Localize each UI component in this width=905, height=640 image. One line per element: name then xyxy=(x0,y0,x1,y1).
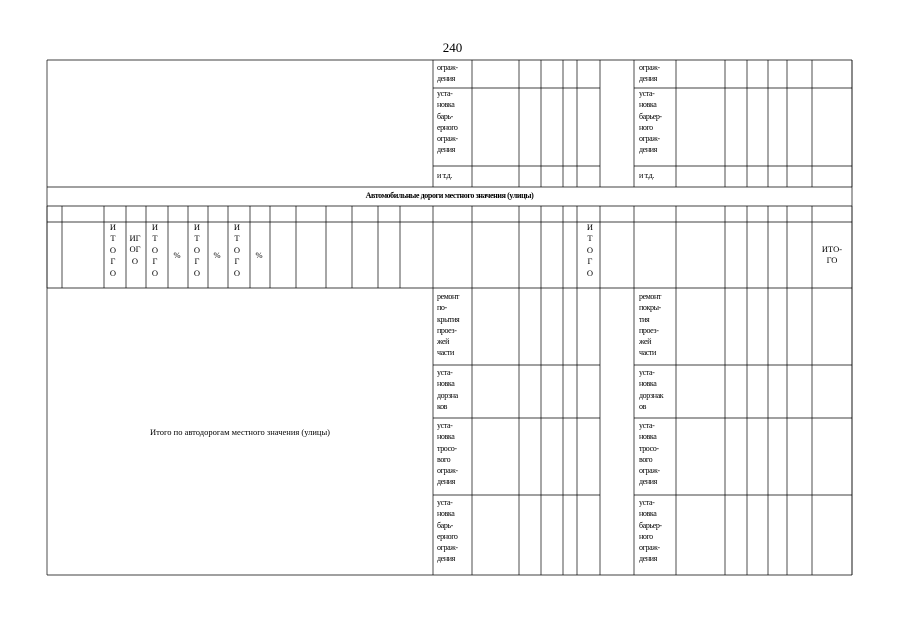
header-percent-1: % xyxy=(173,250,181,260)
totals-left-cell-1: ремонт по- крытия проез- жей части xyxy=(437,292,460,358)
header-itogo-2: ИГ ОГ О xyxy=(129,233,141,266)
section-title: Автомобильные дороги местного значения (улицы) xyxy=(365,191,534,200)
totals-left-cell-4: уста- новка барь- ерного ограж- дения xyxy=(437,498,458,564)
page-number: 240 xyxy=(442,40,463,55)
top-right-cell-1: ограж- дения xyxy=(639,63,660,84)
totals-label: Итого по автодорогам местного значения (улицы) xyxy=(150,427,330,437)
totals-right-cell-3: уста- новка тросо- вого ограж- дения xyxy=(639,421,660,487)
header-itogo-4: И Т О Г О xyxy=(193,222,201,278)
header-itogo-far-right: ИТО- ГО xyxy=(821,244,843,266)
top-left-cell-1: ограж- дения xyxy=(437,63,458,84)
totals-right-cell-2: уста- новка дорзнак ов xyxy=(639,368,664,411)
top-left-cell-3: и т.д. xyxy=(437,171,452,180)
top-right-cell-3: и т.д. xyxy=(639,171,654,180)
totals-right-cell-1: ремонт покры- тия проез- жей части xyxy=(639,292,661,358)
header-percent-2: % xyxy=(213,250,221,260)
header-itogo-3: И Т О Г О xyxy=(151,222,159,278)
header-itogo-5: И Т О Г О xyxy=(233,222,241,278)
totals-left-cell-2: уста- новка дорзна ков xyxy=(437,368,458,411)
header-itogo-right: И Т О Г О xyxy=(586,222,594,278)
top-left-cell-2: уста- новка барь- ерного ограж- дения xyxy=(437,89,458,155)
header-itogo-1: И Т О Г О xyxy=(109,222,117,278)
header-percent-3: % xyxy=(255,250,263,260)
totals-left-cell-3: уста- новка тросо- вого ограж- дения xyxy=(437,421,458,487)
totals-right-cell-4: уста- новка барьер- ного ограж- дения xyxy=(639,498,662,564)
top-right-cell-2: уста- новка барьер- ного ограж- дения xyxy=(639,89,662,155)
